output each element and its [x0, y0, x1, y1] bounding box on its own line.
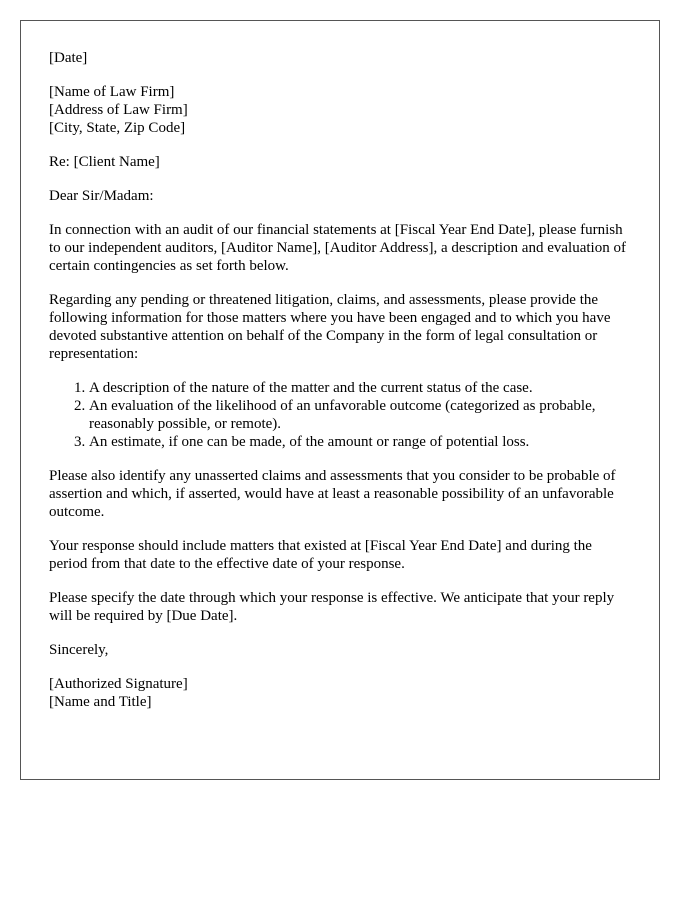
body-paragraph-effective-date: Please specify the date through which your response is effective. We anticipate that your reply will be required by [Due Date]. — [49, 590, 615, 624]
list-item: 1. A description of the nature of the matter and the current status of the case. — [89, 379, 631, 397]
salutation: Dear Sir/Madam: — [49, 188, 154, 204]
letter-date: [Date] — [49, 50, 88, 66]
body-paragraph-litigation: Regarding any pending or threatened litigation, claims, and assessments, please provide the following information for those matters where you have been engaged and to which you have devoted substantive attention on behalf of the Company in the form of legal consultation or representation: — [49, 292, 611, 362]
list-item: 2. An evaluation of the likelihood of an unfavorable outcome (categorized as probable, reasonably possible, or remote). — [89, 397, 631, 433]
letter-page — [20, 20, 660, 780]
list-item: 3. An estimate, if one can be made, of the amount or range of potential loss. — [89, 433, 631, 451]
name-and-title: [Name and Title] — [49, 694, 152, 710]
recipient-firm-name: [Name of Law Firm] — [49, 84, 175, 100]
information-request-list — [49, 379, 631, 451]
body-paragraph-intro: In connection with an audit of our financial statements at [Fiscal Year End Date], please furnish to our independent auditors, [Auditor Name], [Auditor Address], a description and evaluation of certain contingencies as set forth below. — [49, 222, 626, 274]
recipient-city-state-zip: [City, State, Zip Code] — [49, 120, 186, 136]
body-paragraph-response-scope: Your response should include matters that existed at [Fiscal Year End Date] and during the period from that date to the effective date of your response. — [49, 538, 592, 572]
recipient-firm-address: [Address of Law Firm] — [49, 102, 188, 118]
body-paragraph-unasserted-claims: Please also identify any unasserted claims and assessments that you consider to be probable of assertion and which, if asserted, would have at least a reasonable possibility of an unfavorable outcome. — [49, 468, 616, 520]
signature-block — [49, 675, 631, 711]
valediction: Sincerely, — [49, 642, 109, 658]
subject-line: Re: [Client Name] — [49, 154, 160, 170]
authorized-signature: [Authorized Signature] — [49, 676, 188, 692]
recipient-block — [49, 83, 631, 137]
